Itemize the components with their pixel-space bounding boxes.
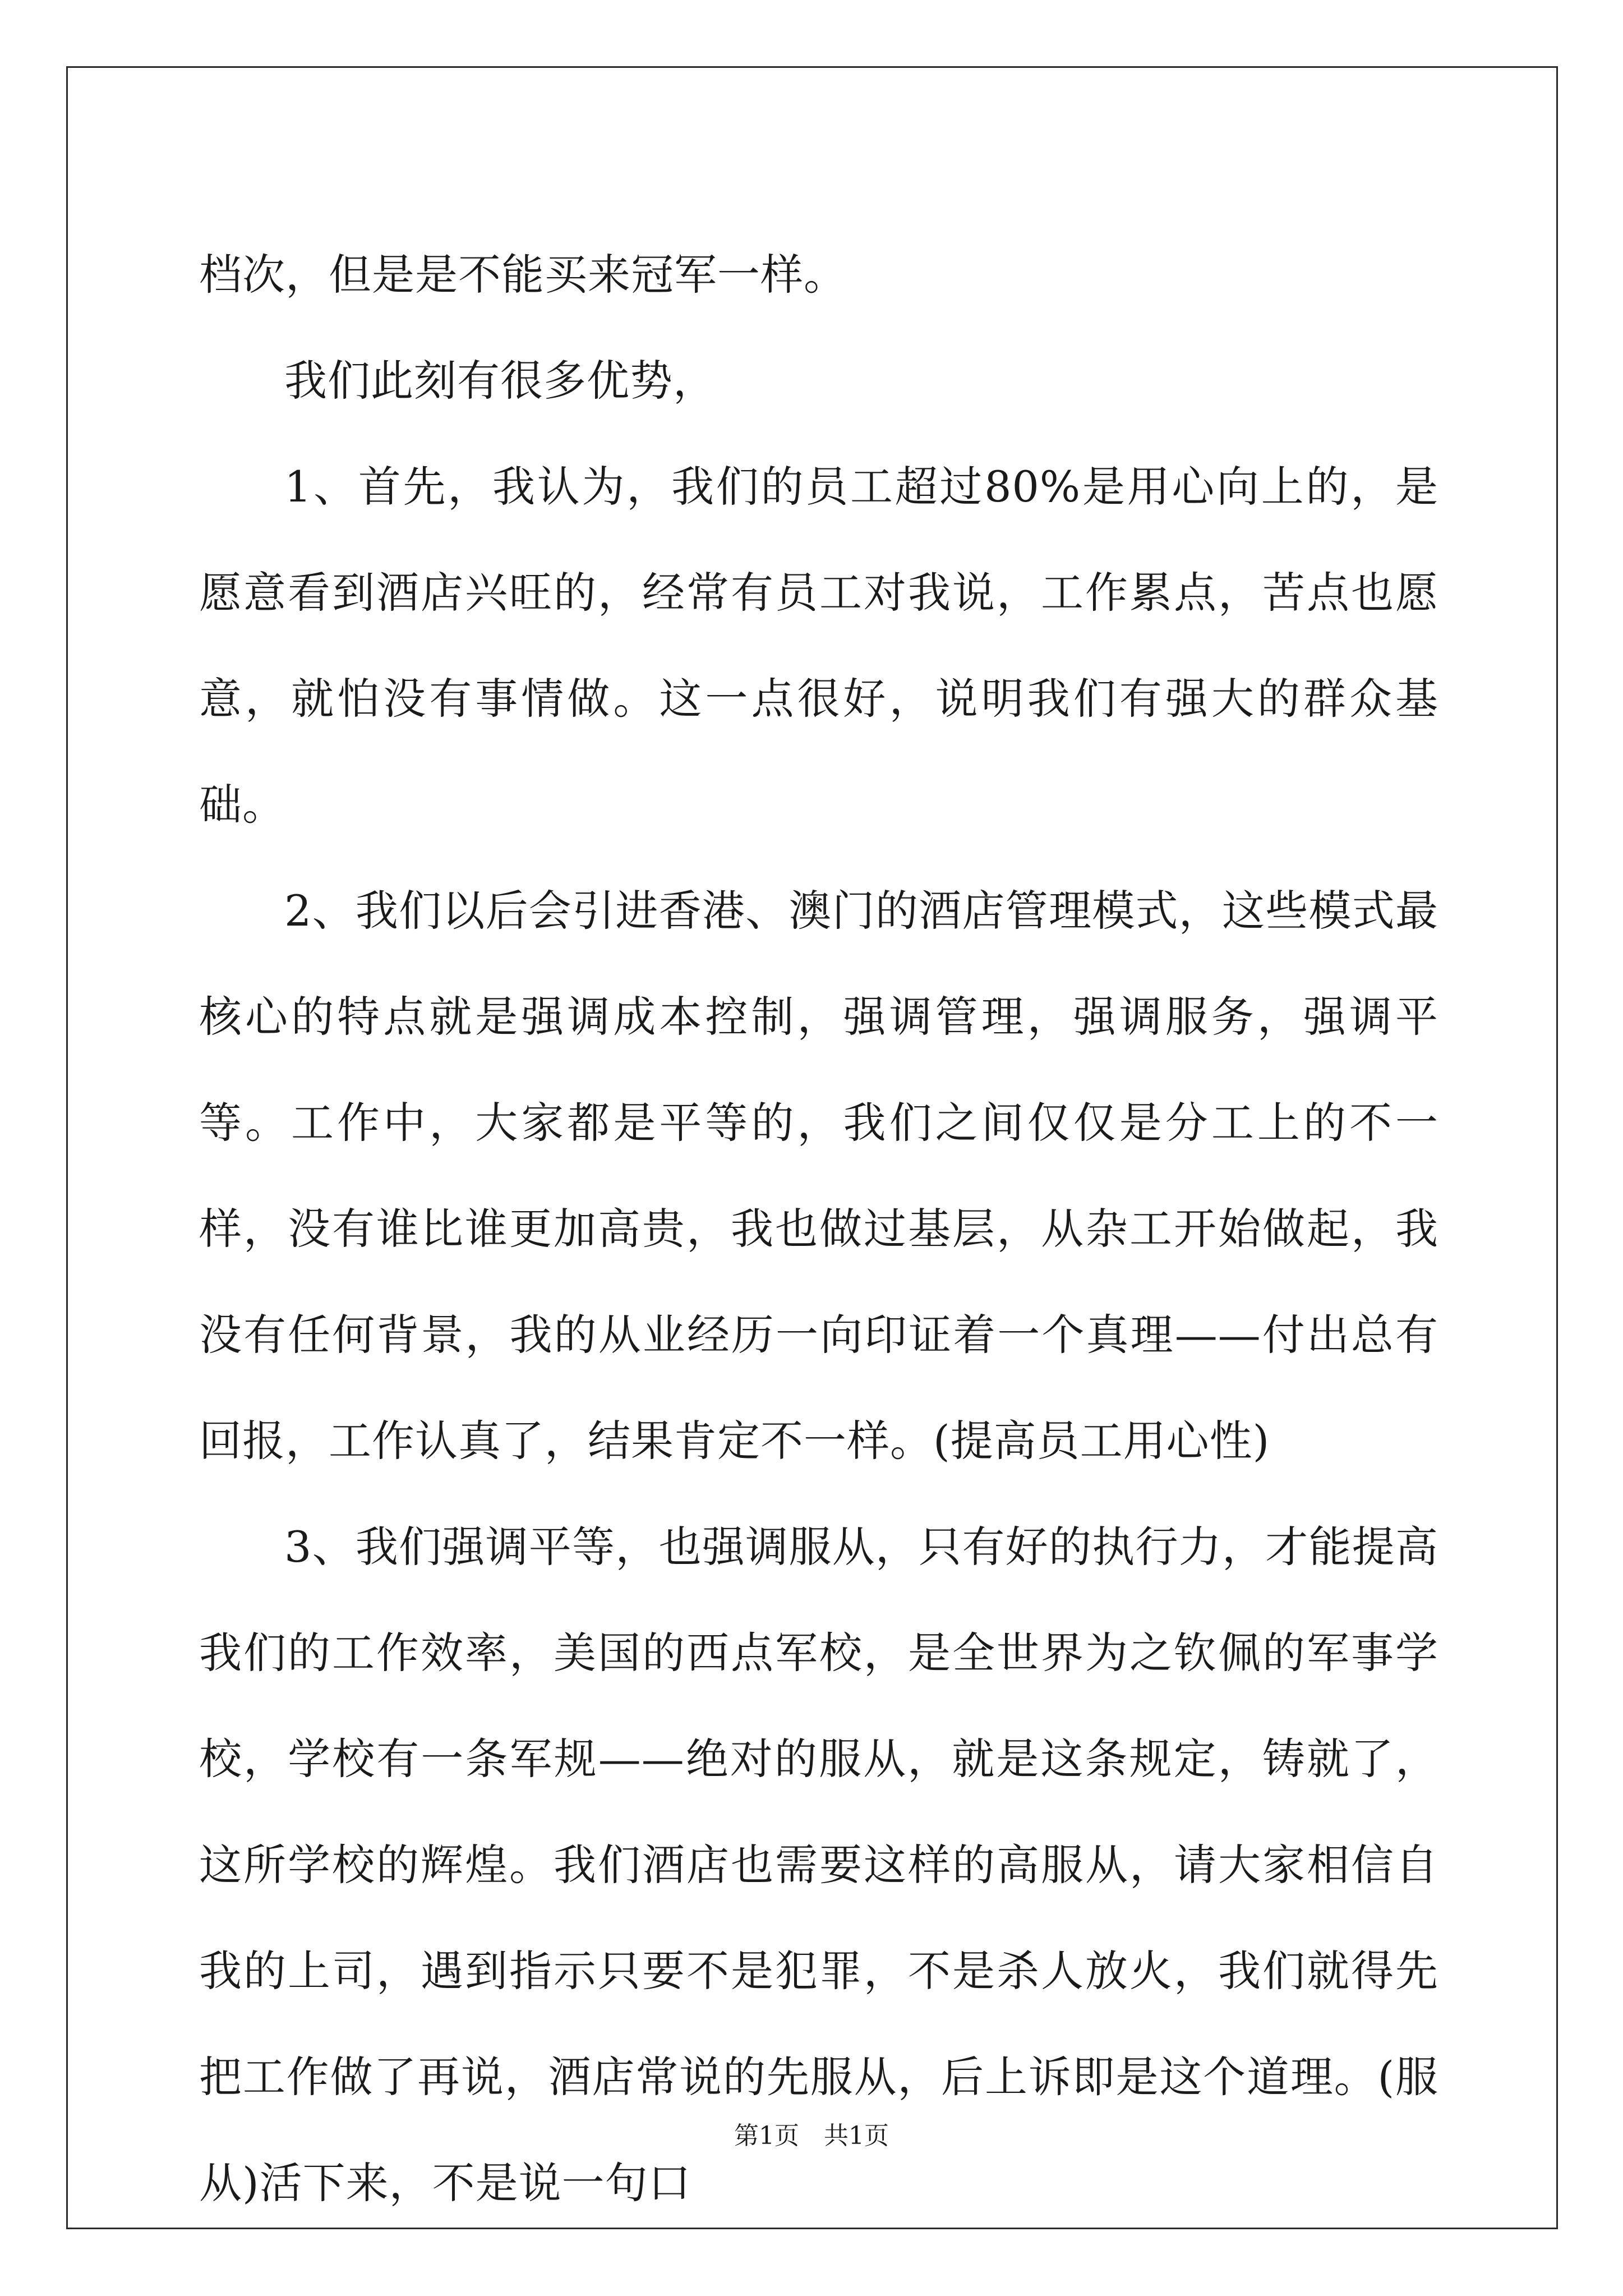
page-number-total: 共1页 <box>824 2122 889 2150</box>
page-footer <box>0 2119 1623 2153</box>
paragraph-4: 2、我们以后会引进香港、澳门的酒店管理模式，这些模式最核心的特点就是强调成本控制，强调管理，强调服务，强调平等。工作中，大家都是平等的，我们之间仅仅是分工上的不一样，没有谁比谁更加高贵，我也做过基层，从杂工开始做起，我没有任何背景，我的从业经历一向印证着一个真理——付出总有回报，工作认真了，结果肯定不一样。(提高员工用心性) <box>199 886 1438 1466</box>
paragraph-1: 档次，但是是不能买来冠军一样。 <box>199 250 847 300</box>
document-body <box>199 222 1438 2236</box>
paragraph-5: 3、我们强调平等，也强调服从，只有好的执行力，才能提高我们的工作效率，美国的西点军校，是全世界为之钦佩的军事学校，学校有一条军规——绝对的服从，就是这条规定，铸就了，这所学校的辉煌。我们酒店也需要这样的高服从，请大家相信自我的上司，遇到指示只要不是犯罪，不是杀人放火，我们就得先把工作做了再说，酒店常说的先服从，后上诉即是这个道理。(服从)活下来，不是说一句口 <box>199 1522 1438 2208</box>
paragraph-3: 1、首先，我认为，我们的员工超过80%是用心向上的，是愿意看到酒店兴旺的，经常有员工对我说，工作累点，苦点也愿意，就怕没有事情做。这一点很好，说明我们有强大的群众基础。 <box>199 462 1438 830</box>
paragraph-2: 我们此刻有很多优势， <box>284 356 716 406</box>
page-number-current: 第1页 <box>734 2122 799 2150</box>
